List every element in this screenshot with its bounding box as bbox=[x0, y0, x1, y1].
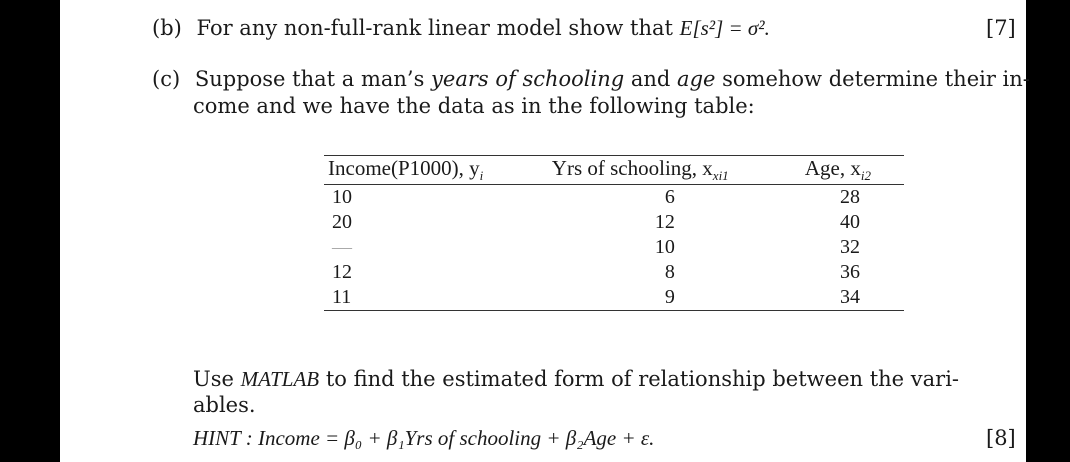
part-c-text-a: Suppose that a man’s bbox=[194, 67, 432, 91]
cell-schooling: 8 bbox=[664, 261, 675, 284]
part-b-text: For any non-full-rank linear model show that bbox=[196, 16, 680, 40]
cell-schooling: 9 bbox=[548, 285, 801, 311]
part-b-formula: E[s²] = σ². bbox=[679, 16, 770, 40]
part-c-text-e: somehow determine their in- bbox=[715, 67, 1030, 91]
cell-schooling: 6 bbox=[664, 186, 675, 209]
cell-income: — bbox=[332, 236, 352, 259]
header-income: Income(P1000), $y_i$ bbox=[324, 156, 548, 185]
part-c-line-2: come and we have the data as in the following table: bbox=[193, 94, 755, 118]
part-b-marks: [7] bbox=[986, 16, 1016, 40]
cell-age: 32 bbox=[840, 236, 860, 259]
cell-age: 28 bbox=[840, 186, 860, 209]
cell-age: 36 bbox=[840, 261, 860, 284]
table-row bbox=[324, 210, 904, 235]
cell-schooling: 12 bbox=[654, 211, 675, 234]
table-row bbox=[324, 260, 904, 285]
cell-income: 11 bbox=[324, 285, 548, 311]
matlab-text: MATLAB bbox=[240, 367, 320, 391]
cell-schooling: 10 bbox=[654, 236, 675, 259]
right-black-border bbox=[1026, 0, 1070, 462]
cell-age: 34 bbox=[801, 285, 904, 311]
part-c-age: age bbox=[677, 67, 716, 91]
header-schooling: Yrs of schooling, $x_{xi1}$ bbox=[548, 156, 801, 185]
part-c-line-1 bbox=[152, 66, 1030, 92]
left-black-border bbox=[0, 0, 60, 462]
table-row bbox=[324, 285, 904, 311]
cell-income: 10 bbox=[332, 186, 352, 209]
table-header-row bbox=[324, 156, 904, 185]
part-c-label: (c) bbox=[152, 67, 181, 91]
part-c-marks: [8] bbox=[986, 426, 1016, 450]
instruction-use: Use bbox=[193, 367, 241, 391]
data-table bbox=[324, 155, 904, 311]
instruction-rest: to find the estimated form of relationship between the vari- bbox=[319, 367, 960, 391]
part-c-text-c: and bbox=[624, 67, 678, 91]
header-age: Age, $x_{i2}$ bbox=[801, 156, 904, 185]
hint-formula: HINT : Income = β₀ + β₁Yrs of schooling + β₂Age + ε. bbox=[193, 426, 655, 450]
cell-age: 40 bbox=[840, 211, 860, 234]
table-row bbox=[324, 185, 904, 211]
instruction-line-2: ables. bbox=[193, 393, 256, 417]
table-row bbox=[324, 235, 904, 260]
part-b-label: (b) bbox=[152, 16, 182, 40]
part-b-question bbox=[152, 15, 770, 41]
cell-income: 20 bbox=[332, 211, 352, 234]
part-c-years-of-schooling: years of schooling bbox=[431, 67, 625, 91]
instruction-line-1 bbox=[193, 366, 959, 392]
cell-income: 12 bbox=[332, 261, 352, 284]
